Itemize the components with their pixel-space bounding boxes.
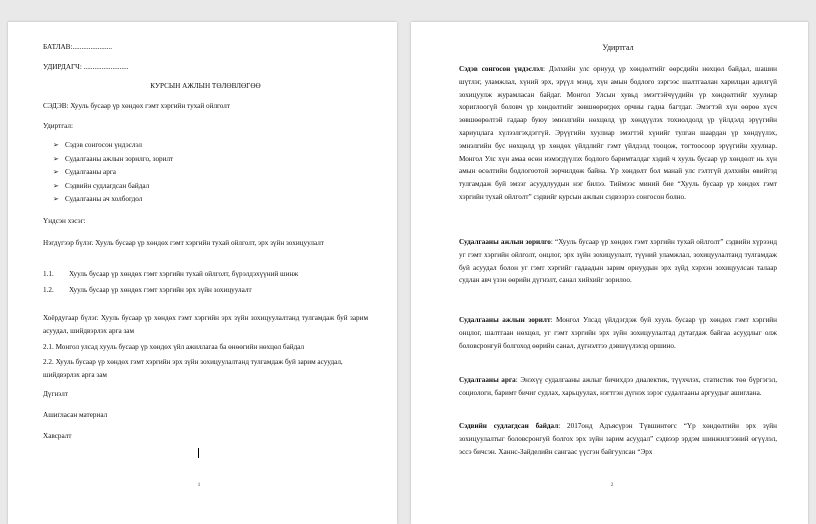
list-item: ➢ Сэдэв сонгосон үндэслэл xyxy=(55,139,355,153)
list-item: ➢ Сэдвийн судлагдсан байдал xyxy=(55,180,355,194)
intro-list xyxy=(55,139,355,207)
references-heading: Ашигласан материал xyxy=(43,411,108,419)
intro-page-heading: Удиртгал xyxy=(602,43,634,52)
page-2 xyxy=(411,22,808,524)
chapter-2-title: Хоёрдугаар бүлэг. Хууль бусаар үр хөндөх гэмт хэргийн эрх зүйн зохицуулалтанд тулгамдаж буй зарим асуудал, шийдвэрлэх арга зам xyxy=(43,314,368,335)
list-item: ➢ Судалгааны ажлын зорилго, зорилт xyxy=(55,153,355,167)
document-title: КУРСЫН АЖЛЫН ТӨЛӨВЛӨГӨӨ xyxy=(150,82,261,90)
paragraph-methods: Судалгааны арга: Энэхүү судалгааны ажлыг бичихдээ диалектик, түүхчлэх, статистик төө бүргэгэл, социологи, баримт бичиг судлах, харьцуулах, нэгтгэн дүгнэх зэрэг судалгааны аргуудыг ашиглана. xyxy=(459,376,777,397)
paragraph-goal: Судалгааны ажлын зорилго: “Хууль бусаар үр хөндөх гэмт хэргийн тухай ойлголт” сэдвийн хүрээнд уг гэмт хэргийн ойлголт, онцлог, эрх зүйн зохицуулалт, түүний уламжлал, зохицуулалтанд тулгамдаж буй асуудал болон уг гэмт хэргийг гадаадын зарим орнуудын эрх зүйд хэрхэн зохицуулсан талаар судлан авч үзэн өөрийн дүгнэлт, санал хийхийг зорилоо. xyxy=(459,238,778,285)
chapter-1-title: Нэгдүгээр бүлэг. Хууль бусаар үр хөндөх гэмт хэргийн тухай ойлголт, эрх зүйн зохицуулалт xyxy=(43,239,324,247)
text-cursor[interactable] xyxy=(198,448,199,458)
main-heading: Үндсэн хэсэг: xyxy=(43,217,86,225)
approve-line: БАТЛАВ:...................... xyxy=(43,43,113,51)
page-number: 1 xyxy=(197,482,201,488)
paragraph-literature: Сэдвийн судлагдсан байдал: 2017онд Адъясүрэн Түвшинтөгс “Үр хөндөлтийн эрх зүйн зохицуулалтыг боловсронгуй болгох эрх зүйн зарим асуудал” сэдвээр эрдэм шинжилгээний өгүүлэл, эссэ бичсэн. Ханнс-Зайделийн сангаас үүсгэн байгуулсан “Эрх xyxy=(459,422,777,456)
list-item: ➢ Судалгааны арга xyxy=(55,166,355,180)
topic-line: СЭДЭВ: Хууль бусаар үр хөндөх гэмт хэргийн тухай ойлголт xyxy=(43,102,231,110)
section-row: 1.2. Хууль бусаар үр хөндөх гэмт хэргийн эрх зүйн зохицуулалт xyxy=(43,285,252,294)
supervisor-line: УДИРДАГЧ: ......................... xyxy=(43,63,129,71)
page-number: 2 xyxy=(610,482,614,488)
paragraph-rationale: Сэдэв сонгосон үндэслэл: Дэлхийн улс орнууд үр хөндөлтийг өөрсдийн нөхцөл байдал, шашин шүтлэг, уламжлал, хүний эрх, эрүүл мэнд, хүн амын бодлого зэргээс шалтгаалан харилцан адилгүй зохицуулж журамласан байдаг. Монгол Улсын хувьд эмэгтэйчүүдийн үр хөндөлтийг хуулиар хориглоогүй боловч үр хөндөлтийг зөвшөөрөгдөх орчны гадна багтдаг. Эмэгтэй хүн өөрөө хүсч зөвшөөрөлтэй гадаар буюу эмнэлгийн нөхцөлд үр хөндүүлэх тохиолдолд үр үйлдэлд эрүүгийн хариуцлага хүлээлгэхдэггүй. Эрүүгийн хуулиар эмэгтэй хүнийг тулган шаардан үр хөндүүлэх, эмнэлгийн бус нөхцөлд үр хөндөх үйлдлийг гэмт үйлдэлд тооцож, тогтоосоор эрүүгийн хуулиар. Монгол Улс хүн амаа өсөн нэмэгдүүлэх бодлого баримталдаг хэдий ч хууль бусаар үр хөндөлт нь хүн амын өсөлтийн бодлогоотой зөрчилдөж байна. Үр хөндөлт бол манай улс гэлтгүй дэлхийн өвийтэд тулгамдаж буй эмзэг асуудлуудын нэг билээ. Тиймээс миний бие “Хууль бусаар үр хөндөх гэмт хэргийн тухай ойлголт” сэдвийг курсын ажлын сэдвээрээ сонгосон болно. xyxy=(459,65,778,201)
appendix-heading: Хавсралт xyxy=(43,432,72,440)
conclusion-heading: Дүгнэлт xyxy=(43,390,68,398)
section-row: 1.1. Хууль бусаар үр хөндөх гэмт хэргийн тухай ойлголт, бүрэлдэхүүний шинж xyxy=(43,270,299,278)
intro-heading: Удиртгал: xyxy=(43,122,74,130)
section-2-2: 2.2. Хууль бусаар үр хөндөх гэмт хэргийн эрх зүйн зохицуулалтанд тулгамдаж буй зарим асуудал, шийдвэрлэх арга зам xyxy=(43,358,343,379)
chapter-1-sections xyxy=(43,268,368,296)
section-2-1: 2.1. Монгол улсад хууль бусаар үр хөндөх үйл ажиллагаа ба өнөөгийн нөхцөл байдал xyxy=(43,343,305,351)
list-item: ➢ Судалгааны ач холбогдол xyxy=(55,193,355,207)
paragraph-objective: Судалгааны ажлын зорилт: Монгол Улсад үйлдэгдэж буй хууль бусаар үр хөндөх гэмт хэргийн онцлог, шалтгаан нөхцөл, уг гэмт хэргийн эрх зүйн зохицуулалтад дутагдаж байгаа асуудлыг олж боловсронгуй болгоход өөрийн санал, дүгнэлтээ дэвшүүлэхэд оршино. xyxy=(459,316,777,350)
page-1 xyxy=(8,22,397,524)
